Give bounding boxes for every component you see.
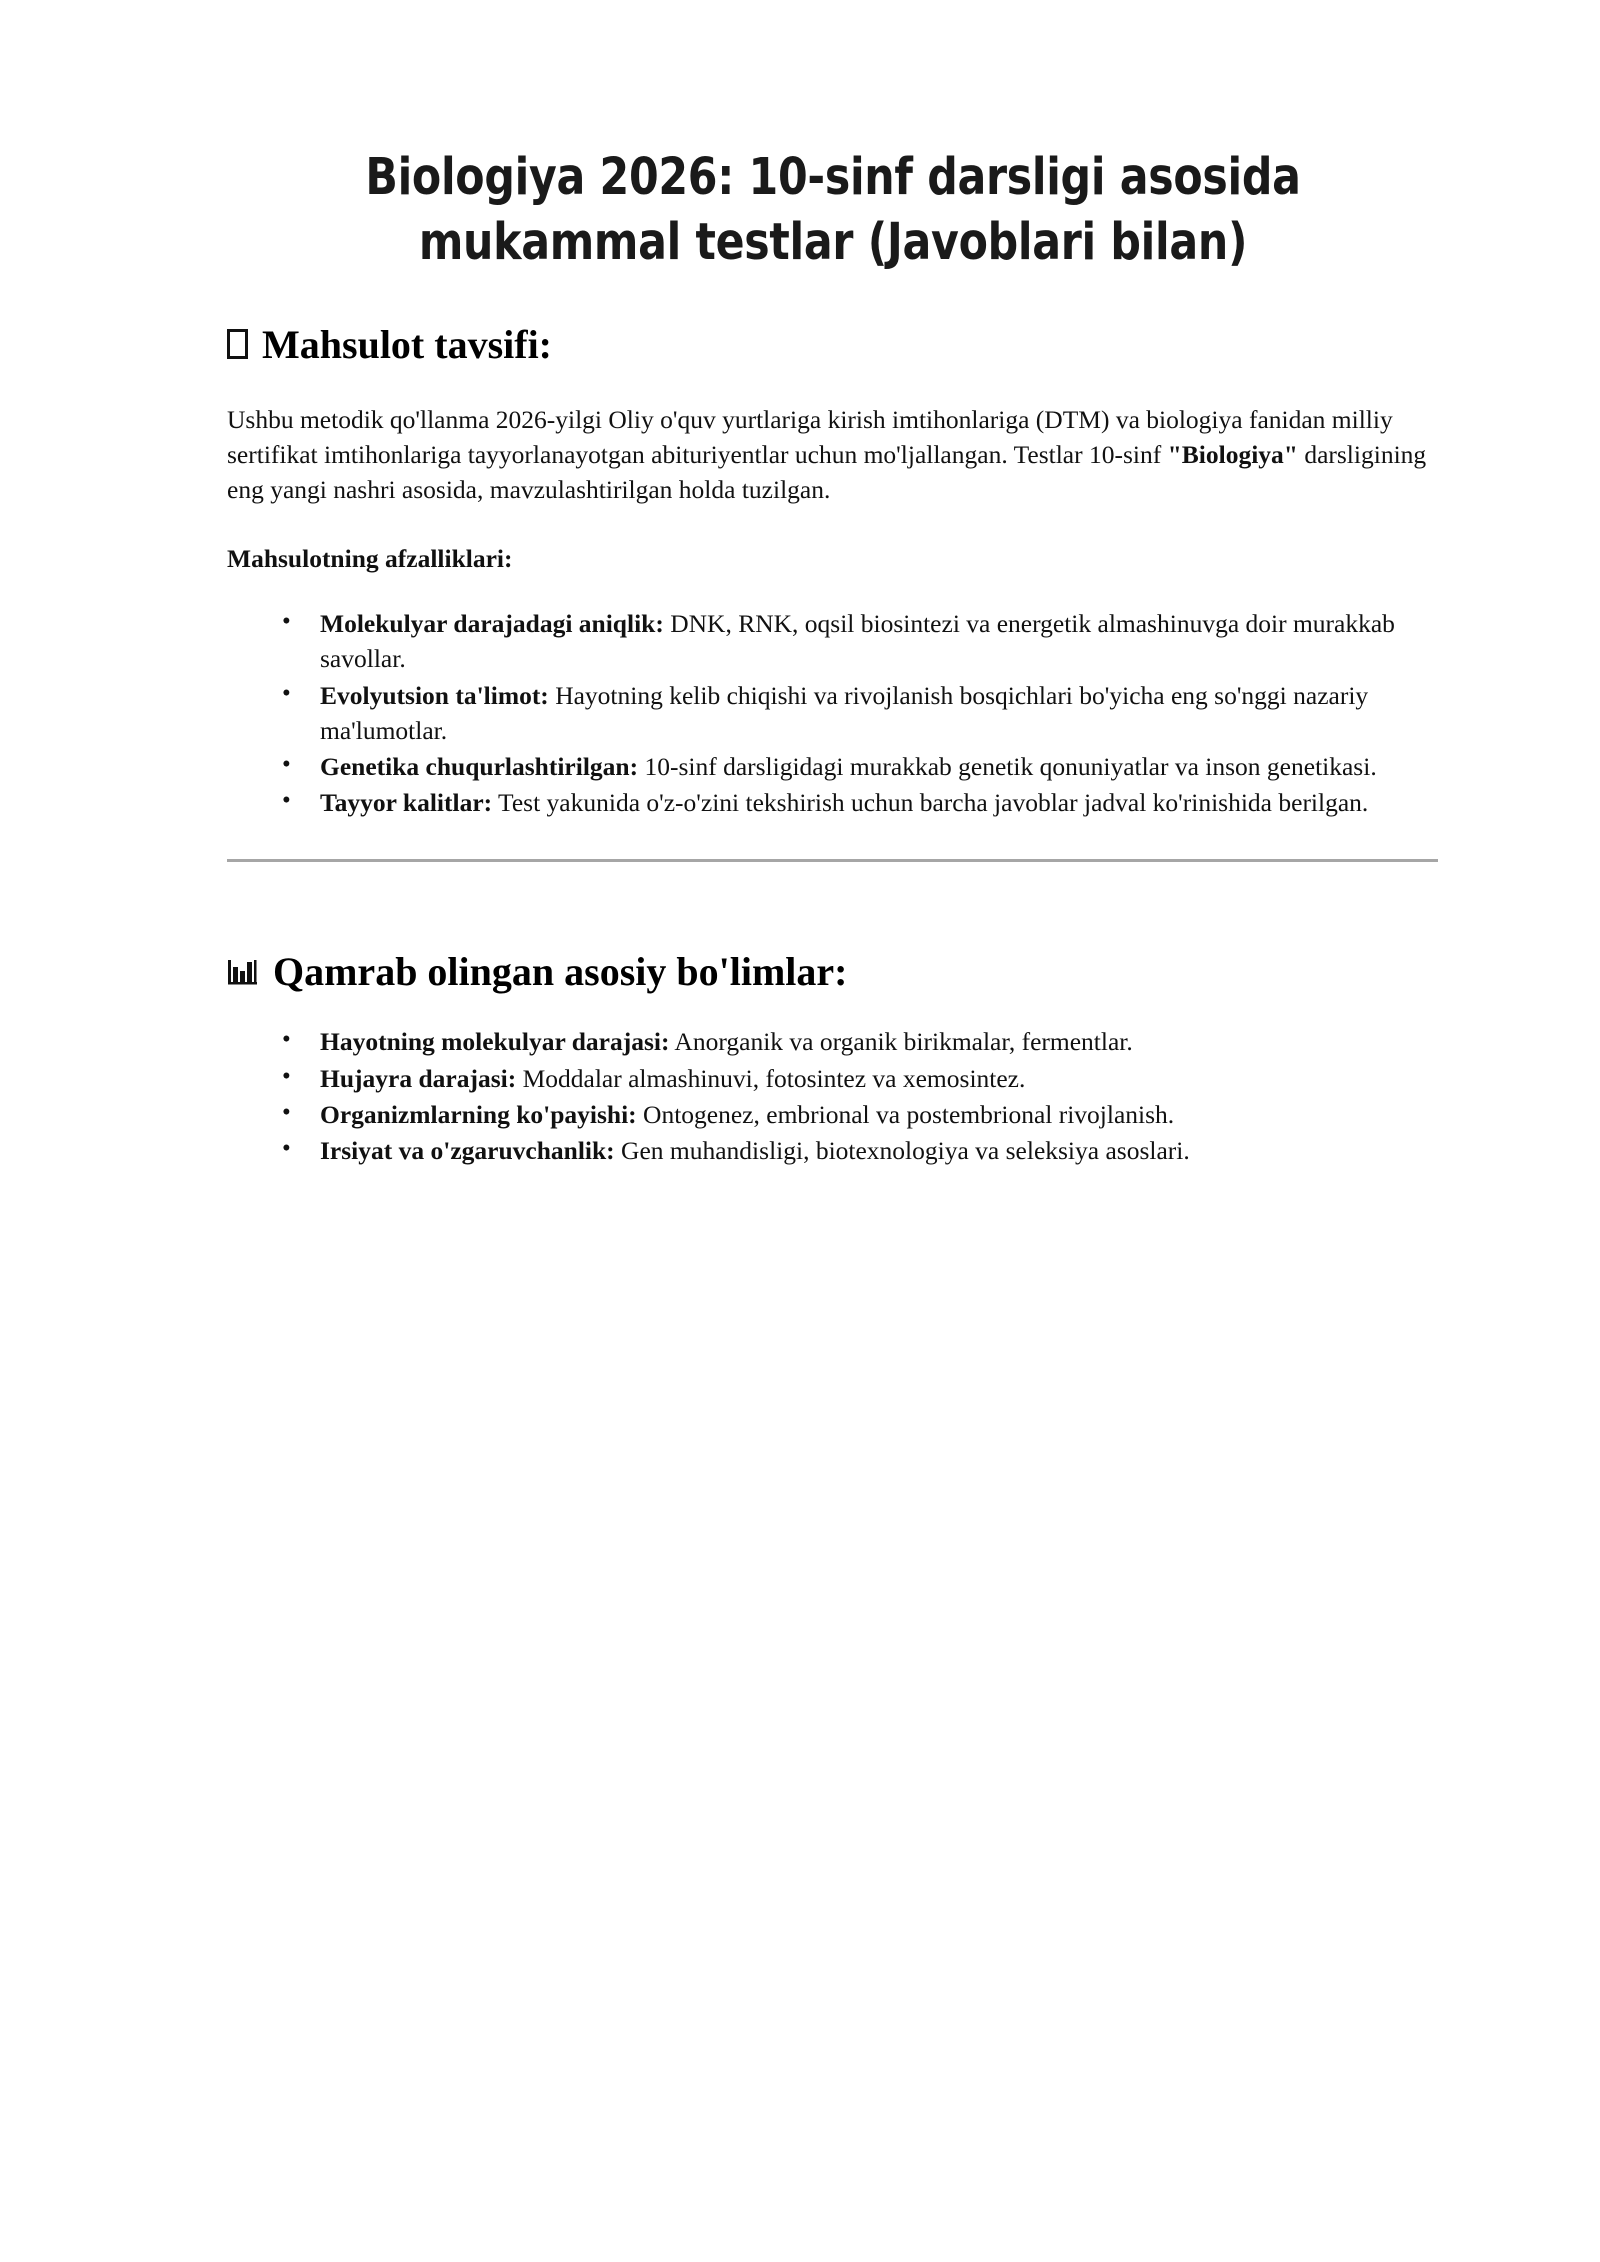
description-paragraph-part1: Ushbu metodik qo'llanma 2026-yilgi Oliy o'quv yurtlariga kirish imtihonlariga (DTM) va biologiya fanidan milliy sertifikat imtihonlariga tayyorlanayotgan abituriyentlar uchun mo'ljallangan. Testlar 10-sinf bbox=[227, 404, 1393, 469]
list-item-text: Test yakunida o'z-o'zini tekshirish uchun barcha javoblar jadval ko'rinishida berilgan. bbox=[492, 788, 1369, 818]
description-paragraph-part2: darsligining eng yangi nashri asosida, mavzulashtirilgan holda tuzilgan. bbox=[227, 439, 1427, 504]
list-item-text: Hayotning kelib chiqishi va rivojlanish bosqichlari bo'yicha eng so'nggi nazariy ma'lumotlar. bbox=[320, 680, 1369, 745]
features-list bbox=[227, 576, 1439, 820]
section-heading-description bbox=[227, 321, 1439, 369]
list-item bbox=[227, 785, 1439, 820]
list-item-text: 10-sinf darsligidagi murakkab genetik qonuniyatlar va inson genetikasi. bbox=[638, 752, 1377, 782]
list-item-lead: Irsiyat va o'zgaruvchanlik: bbox=[320, 1135, 615, 1165]
list-item-lead: Genetika chuqurlashtirilgan: bbox=[320, 752, 639, 782]
list-item bbox=[227, 678, 1439, 748]
page-title: Biologiya 2026: 10-sinf darsligi asosida mukammal testlar (Javoblari bilan) bbox=[365, 148, 1301, 273]
list-item bbox=[227, 606, 1439, 676]
list-item bbox=[227, 749, 1439, 784]
bar-chart-icon bbox=[227, 957, 259, 987]
list-item-text: DNK, RNK, oqsil biosintezi va energetik almashinuvga doir murakkab savollar. bbox=[320, 609, 1395, 674]
list-item-lead: Hayotning molekulyar darajasi: bbox=[320, 1027, 670, 1057]
document-content bbox=[227, 0, 1439, 1169]
description-paragraph bbox=[227, 369, 1439, 508]
list-item-text: Anorganik va organik birikmalar, fermentlar. bbox=[669, 1027, 1133, 1057]
coverage-list bbox=[227, 996, 1439, 1168]
section-heading-description-label: Mahsulot tavsifi: bbox=[262, 321, 552, 367]
list-item-lead: Evolyutsion ta'limot: bbox=[320, 680, 549, 710]
list-item-text: Gen muhandisligi, biotexnologiya va seleksiya asoslari. bbox=[614, 1135, 1190, 1165]
spacer bbox=[227, 862, 1439, 948]
section-heading-coverage-label: Qamrab olingan asosiy bo'limlar: bbox=[273, 949, 848, 995]
features-subheading: Mahsulotning afzalliklari: bbox=[227, 544, 513, 574]
list-item-lead: Tayyor kalitlar: bbox=[320, 788, 493, 818]
description-paragraph-emphasis: "Biologiya" bbox=[1167, 439, 1298, 469]
list-item-lead: Molekulyar darajadagi aniqlik: bbox=[320, 609, 664, 639]
list-item bbox=[227, 1024, 1439, 1059]
list-item bbox=[227, 1133, 1439, 1168]
list-item-text: Ontogenez, embrional va postembrional rivojlanish. bbox=[636, 1099, 1175, 1129]
list-item-text: Moddalar almashinuvi, fotosintez va xemosintez. bbox=[516, 1063, 1026, 1093]
list-item bbox=[227, 1097, 1439, 1132]
list-item-lead: Hujayra darajasi: bbox=[320, 1063, 517, 1093]
missing-glyph-box-icon bbox=[227, 329, 248, 359]
list-item bbox=[227, 1061, 1439, 1096]
section-heading-coverage bbox=[227, 948, 1439, 996]
list-item-lead: Organizmlarning ko'payishi: bbox=[320, 1099, 637, 1129]
